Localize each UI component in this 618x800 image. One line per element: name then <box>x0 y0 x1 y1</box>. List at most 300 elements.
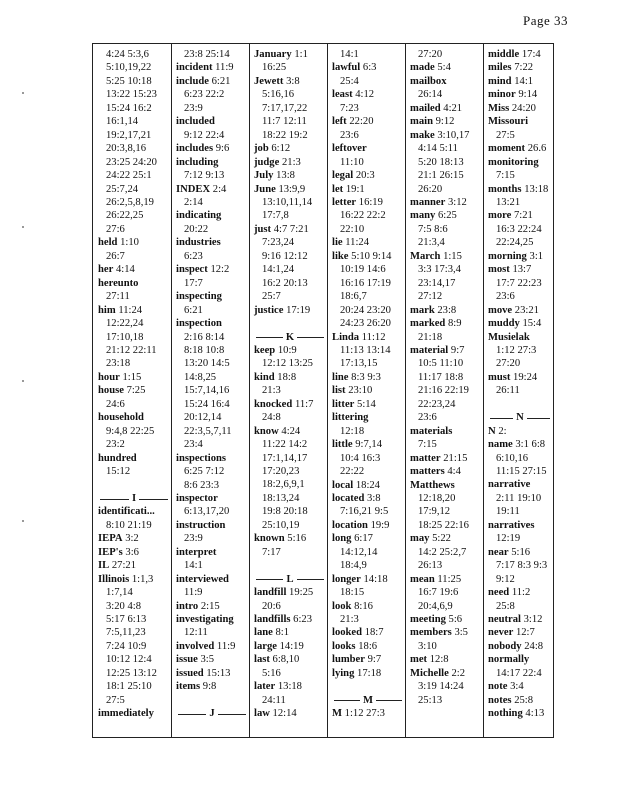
index-term: months <box>488 183 522 195</box>
scan-speck <box>22 380 24 382</box>
index-term: look <box>332 600 352 612</box>
index-entry <box>410 626 482 639</box>
page-line-refs: 12:2 <box>210 264 230 276</box>
index-term: interviewed <box>176 573 229 585</box>
index-entry <box>254 613 326 626</box>
page-line-refs: 17:10,18 <box>106 331 144 343</box>
page-line-refs: 3:5 <box>454 627 468 639</box>
index-term: make <box>410 129 435 141</box>
index-term: INDEX <box>176 183 211 195</box>
index-entry <box>332 169 404 182</box>
index-entry <box>410 129 482 142</box>
index-entry <box>176 290 248 303</box>
page-line-refs: 1:15 <box>122 371 142 383</box>
index-term: meeting <box>410 614 446 626</box>
section-letter: M <box>360 695 376 706</box>
index-term: Illinois <box>98 573 130 585</box>
page-line-refs: 13:20 14:5 <box>184 358 230 370</box>
page-line-refs: 19:1 <box>345 183 365 195</box>
index-term: may <box>410 533 430 545</box>
index-term: litter <box>332 398 355 410</box>
index-term: mailbox <box>410 75 447 87</box>
scan-speck <box>22 92 24 94</box>
page-line-refs: 9:7 <box>367 654 382 666</box>
index-entry <box>176 209 248 222</box>
index-term: marked <box>410 318 446 330</box>
page-line-refs: 7:25 <box>126 385 146 397</box>
page-line-refs: 27:5 <box>496 129 515 141</box>
index-entry <box>410 653 482 666</box>
page-line-refs: 11:15 27:15 <box>496 466 547 478</box>
index-entry <box>176 613 248 626</box>
index-term: never <box>488 627 514 639</box>
page-line-refs: 17:7 <box>184 277 203 289</box>
page-line-refs: 7:22 <box>514 62 534 74</box>
index-entry <box>332 331 404 344</box>
section-letter: K <box>283 332 297 343</box>
index-term: mailed <box>410 102 441 114</box>
index-term: landfills <box>254 614 291 625</box>
page-line-refs: 15:7,14,16 <box>184 385 230 397</box>
index-column-6 <box>488 48 552 721</box>
page-line-refs: 18:22 19:2 <box>262 129 308 141</box>
page-line-refs: 2:15 <box>200 600 220 612</box>
page-line-refs: 1:12 27:3 <box>496 344 537 356</box>
index-term: industries <box>176 237 221 249</box>
index-term: many <box>410 210 436 222</box>
index-term: let <box>332 183 344 195</box>
page-line-refs: 12:14 <box>272 708 297 720</box>
index-term: material <box>410 344 449 356</box>
page-line-refs: 23:8 <box>437 304 457 316</box>
index-entry <box>488 653 552 666</box>
page-line-refs: 10:5 11:10 <box>418 358 464 370</box>
index-term: name <box>488 439 513 451</box>
index-term: Matthews <box>410 479 455 491</box>
index-term: lumber <box>332 654 365 666</box>
page-line-refs: 7:21 <box>514 210 533 222</box>
index-term: large <box>254 640 277 652</box>
page-line-refs: 3:10,17 <box>437 129 470 141</box>
page-line-refs: 26:20 <box>418 183 443 195</box>
index-term: met <box>410 654 428 666</box>
page-line-refs: 14:17 22:4 <box>496 667 542 679</box>
index-entry <box>332 640 404 653</box>
page-line-refs: 27:20 <box>418 49 443 60</box>
page-line-refs: 6:12 <box>271 143 291 155</box>
index-entry <box>332 398 404 411</box>
index-entry <box>254 398 326 411</box>
page-number: Page 33 <box>522 13 568 28</box>
index-term: minor <box>488 89 516 101</box>
index-term: house <box>98 385 124 397</box>
page-line-refs: 3:1 6:8 <box>515 439 546 451</box>
page-line-refs: 17:19 <box>286 304 311 316</box>
index-entry <box>332 196 404 209</box>
section-letter-heading <box>254 331 326 344</box>
index-term: inspecting <box>176 291 222 303</box>
page-line-refs: 17:20,23 <box>262 466 300 478</box>
index-entry <box>488 102 552 115</box>
page-line-refs: 12:18 <box>340 425 365 437</box>
page-line-refs: 14:8,25 <box>184 371 217 383</box>
index-entry <box>410 304 482 317</box>
index-entry <box>410 317 482 330</box>
page-line-refs: 5:17 6:13 <box>106 614 147 626</box>
page-line-refs: 20:6 <box>262 600 281 612</box>
page-line-refs: 7:17 8:3 9:3 <box>496 560 548 572</box>
index-term: local <box>332 479 354 491</box>
index-term: March <box>410 250 441 262</box>
index-entry <box>332 479 404 492</box>
page-line-refs: 23:9 <box>184 533 203 545</box>
index-column-2 <box>176 48 248 721</box>
page-line-refs: 26:22,25 <box>106 210 144 222</box>
page-line-refs: 9:6 <box>215 143 230 155</box>
index-term: normally <box>488 654 530 666</box>
index-entry <box>254 223 326 236</box>
index-term: looked <box>332 627 363 639</box>
page-line-refs: 5:6 <box>448 614 463 626</box>
index-entry <box>488 142 552 155</box>
page-line-refs: 26:14 <box>418 89 443 101</box>
index-term: inspector <box>176 492 218 504</box>
page-line-refs: 9:4,8 22:25 <box>106 425 155 437</box>
index-entry <box>488 371 552 384</box>
index-term: landfill <box>254 587 287 599</box>
index-entry <box>410 613 482 626</box>
page-line-refs: 7:12 9:13 <box>184 170 225 182</box>
index-entry <box>98 236 170 249</box>
index-entry <box>176 573 248 586</box>
page-line-refs: 11:10 <box>340 156 364 168</box>
index-entry <box>98 707 170 720</box>
section-letter-heading <box>254 573 326 586</box>
index-term: later <box>254 681 276 693</box>
blank-line <box>254 559 326 572</box>
index-term: issued <box>176 667 204 679</box>
page-line-refs: 10:4 16:3 <box>340 452 381 464</box>
page-line-refs: 10:9 <box>277 344 297 356</box>
page-line-refs: 6:3 <box>362 62 377 74</box>
index-entry <box>488 613 552 626</box>
index-term: hereunto <box>98 277 139 289</box>
page-line-refs: 5:10 9:14 <box>351 250 392 262</box>
index-entry <box>332 411 404 424</box>
page-line-refs: 16:1,14 <box>106 116 139 128</box>
page-line-refs: 1:1 <box>294 49 308 60</box>
index-entry <box>254 626 326 639</box>
page-line-refs: 12:7 <box>515 627 535 639</box>
index-term: including <box>176 156 219 168</box>
page-line-refs: 24:11 <box>262 694 286 706</box>
index-term: hour <box>98 371 120 383</box>
page-line-refs: 3:3 17:3,4 <box>418 264 461 276</box>
page-line-refs: 3:20 4:8 <box>106 600 142 612</box>
page-line-refs: 22:22 <box>340 466 365 478</box>
index-term: keep <box>254 344 276 356</box>
page-line-refs: 18:6 <box>358 640 378 652</box>
page-line-refs: 3:5 <box>200 654 214 666</box>
index-entry <box>176 61 248 74</box>
index-entry <box>488 183 552 196</box>
page-line-refs: 24:23 26:20 <box>340 318 391 330</box>
index-term: him <box>98 304 116 316</box>
index-term: immediately <box>98 708 154 720</box>
index-term: kind <box>254 371 275 383</box>
page-line-refs: 5:16 <box>262 667 281 679</box>
page-line-refs: 13:9,9 <box>278 183 306 195</box>
page-line-refs: 21:3,4 <box>418 237 445 249</box>
page-line-refs: 20:3,8,16 <box>106 143 147 155</box>
page-line-refs: 1:10 <box>120 237 139 249</box>
page-line-refs: 2:14 <box>184 196 203 208</box>
page-line-refs: 6:23 22:2 <box>184 89 225 101</box>
index-entry <box>98 277 170 290</box>
page-line-refs: 21:16 22:19 <box>418 385 469 397</box>
page-line-refs: 18:24 <box>355 479 380 491</box>
page-line-refs: 8:6 23:3 <box>184 479 220 491</box>
index-entry <box>254 344 326 357</box>
index-entry <box>488 694 552 707</box>
page-line-refs: 2:2 <box>451 667 466 679</box>
index-entry <box>176 680 248 693</box>
index-entry <box>176 519 248 532</box>
page-line-refs: 3:1 <box>529 250 544 262</box>
page-line-refs: 14:1 <box>184 560 203 572</box>
index-term: little <box>332 439 353 451</box>
page-line-refs: 13:8 <box>276 170 295 182</box>
index-entry <box>488 425 552 438</box>
index-term: matters <box>410 466 445 478</box>
index-term: IL <box>98 560 110 572</box>
page-line-refs: 18:4,9 <box>340 560 367 572</box>
index-entry <box>176 317 248 330</box>
index-entry <box>98 411 170 424</box>
page-line-refs: 21:1 26:15 <box>418 170 464 182</box>
index-entry <box>488 640 552 653</box>
page-line-refs: 5:16 <box>287 533 307 545</box>
index-entry <box>176 156 248 169</box>
index-entry <box>254 371 326 384</box>
page-line-refs: 17:7,8 <box>262 210 289 222</box>
index-entry <box>332 371 404 384</box>
section-letter: I <box>129 493 139 504</box>
index-entry <box>254 532 326 545</box>
index-entry <box>332 519 404 532</box>
index-entry <box>332 183 404 196</box>
index-column-3 <box>254 48 326 721</box>
page-line-refs: 14:1 <box>514 75 534 87</box>
index-entry <box>410 573 482 586</box>
page-line-refs: 12:8 <box>429 654 449 666</box>
index-term: inspect <box>176 264 208 276</box>
page-line-refs: 17:4 <box>521 49 541 60</box>
index-term: legal <box>332 170 354 182</box>
index-entry <box>410 344 482 357</box>
index-entry <box>332 250 404 263</box>
index-entry <box>332 88 404 101</box>
page-line-refs: 11:24 <box>118 304 143 316</box>
page-line-refs: 11:9 <box>215 62 234 74</box>
page-line-refs: 18:6,7 <box>340 291 367 303</box>
index-entry <box>410 667 482 680</box>
index-term: last <box>254 654 270 666</box>
index-entry <box>254 425 326 438</box>
index-column-5 <box>410 48 482 707</box>
index-term: least <box>332 89 353 101</box>
index-entry <box>176 263 248 276</box>
index-term: Jewett <box>254 75 284 87</box>
index-entry <box>254 653 326 666</box>
index-entry <box>176 75 248 88</box>
index-entry <box>488 250 552 263</box>
page-line-refs: 21:18 <box>418 331 443 343</box>
page-line-refs: 3:8 <box>286 75 300 87</box>
index-term: interpret <box>176 546 217 558</box>
index-entry <box>98 304 170 317</box>
page-line-refs: 1:12 27:3 <box>344 708 385 720</box>
page-line-refs: 8:18 10:8 <box>184 344 225 356</box>
page-line-refs: 22:3,5,7,11 <box>184 425 232 437</box>
index-term: main <box>410 116 433 128</box>
index-entry <box>98 384 170 397</box>
index-term: identificati... <box>98 506 155 518</box>
index-entry <box>410 209 482 222</box>
index-entry <box>332 384 404 397</box>
page-line-refs: 13:18 <box>277 681 302 693</box>
index-term: notes <box>488 694 512 706</box>
index-term: instruction <box>176 519 226 531</box>
index-entry <box>410 75 482 88</box>
page-line-refs: 5:22 <box>432 533 451 545</box>
index-term: include <box>176 75 209 87</box>
index-term: hundred <box>98 452 137 464</box>
index-entry <box>98 371 170 384</box>
index-term: household <box>98 412 144 424</box>
page-line-refs: 17:18 <box>357 667 382 679</box>
page-line-refs: 23:25 24:20 <box>106 156 157 168</box>
index-term: most <box>488 264 510 276</box>
page-line-refs: 23:4 <box>184 439 203 451</box>
page-line-refs: 11:9 <box>216 640 236 652</box>
page-line-refs: 14:12,14 <box>340 546 378 558</box>
index-term: mind <box>488 75 512 87</box>
index-entry <box>98 532 170 545</box>
index-term: known <box>254 533 285 545</box>
page-line-refs: 3:2 <box>125 533 139 545</box>
index-entry <box>98 263 170 276</box>
index-entry <box>176 653 248 666</box>
page-line-refs: 16:19 <box>358 196 383 208</box>
page-line-refs: 13:21 <box>496 196 521 208</box>
page-line-refs: 26:2,5,8,19 <box>106 196 154 208</box>
page-line-refs: 14:1,24 <box>262 264 295 276</box>
page-line-refs: 11:24 <box>345 237 369 249</box>
page-line-refs: 21:3 <box>262 385 281 397</box>
page-line-refs: 11:7 12:11 <box>262 116 307 128</box>
index-entry <box>488 626 552 639</box>
page-line-refs: 17:7 22:23 <box>496 277 542 289</box>
page-line-refs: 4:4 <box>447 466 461 478</box>
page-line-refs: 12:25 13:12 <box>106 667 157 679</box>
index-entry <box>410 479 482 492</box>
index-term: location <box>332 519 368 531</box>
page-line-refs: 23:21 <box>514 304 539 316</box>
page-line-refs: 18:1 25:10 <box>106 681 152 693</box>
index-entry <box>176 546 248 559</box>
page-line-refs: 14:19 <box>279 640 304 652</box>
page-line-refs: 6:23 <box>184 250 203 262</box>
section-letter-heading <box>176 707 248 720</box>
page-line-refs: 19:2,17,21 <box>106 129 152 141</box>
page-line-refs: 25:7 <box>262 291 281 303</box>
index-term: Miss <box>488 102 510 114</box>
page-line-refs: 13:22 15:23 <box>106 89 157 101</box>
page-line-refs: 22:20 <box>349 116 374 128</box>
page-line-refs: 18:8 <box>277 371 297 383</box>
index-entry <box>332 653 404 666</box>
blank-line <box>98 479 170 492</box>
page-line-refs: 5:16,16 <box>262 89 295 101</box>
index-entry <box>176 115 248 128</box>
index-entry <box>488 680 552 693</box>
index-entry <box>332 115 404 128</box>
index-entry <box>488 88 552 101</box>
index-term: move <box>488 304 513 316</box>
index-entry <box>410 102 482 115</box>
index-term: made <box>410 62 435 74</box>
page-line-refs: 2:11 19:10 <box>496 492 542 504</box>
page-line-refs: 5:14 <box>357 398 376 410</box>
index-term: longer <box>332 573 361 585</box>
index-entry <box>488 478 552 491</box>
index-term: located <box>332 492 365 504</box>
page-line-refs: 3:12 <box>447 196 467 208</box>
index-entry <box>98 505 170 518</box>
index-term: narrative <box>488 479 531 491</box>
index-frame <box>92 43 554 738</box>
index-term: matter <box>410 452 441 464</box>
index-entry <box>332 532 404 545</box>
page-line-refs: 2:16 8:14 <box>184 331 225 343</box>
page-line-refs: 23:6 <box>340 129 359 141</box>
page-line-refs: 20:24 23:20 <box>340 304 391 316</box>
page-line-refs: 5:20 18:13 <box>418 156 464 168</box>
page-line-refs: 23:10 <box>348 385 373 397</box>
index-term: justice <box>254 304 284 316</box>
page-line-refs: 23:2 <box>106 439 125 451</box>
index-entry <box>176 183 248 196</box>
page-line-refs: 18:13,24 <box>262 492 300 504</box>
index-entry <box>98 546 170 559</box>
index-term: list <box>332 385 346 397</box>
index-term: monitoring <box>488 156 539 168</box>
index-term: nobody <box>488 640 522 652</box>
page-line-refs: 7:17 <box>262 546 281 558</box>
page-line-refs: 23:6 <box>496 291 515 303</box>
page-line-refs: 9:12 <box>435 116 455 128</box>
page-line-refs: 11:2 <box>511 587 531 599</box>
page-line-refs: 11:13 13:14 <box>340 344 391 356</box>
page-line-refs: 6:25 7:12 <box>184 466 225 478</box>
index-entry <box>332 492 404 505</box>
index-entry <box>254 640 326 653</box>
index-entry <box>176 640 248 653</box>
scan-speck <box>22 226 24 228</box>
page-line-refs: 7:5,11,23 <box>106 627 146 639</box>
index-term: mean <box>410 573 435 585</box>
